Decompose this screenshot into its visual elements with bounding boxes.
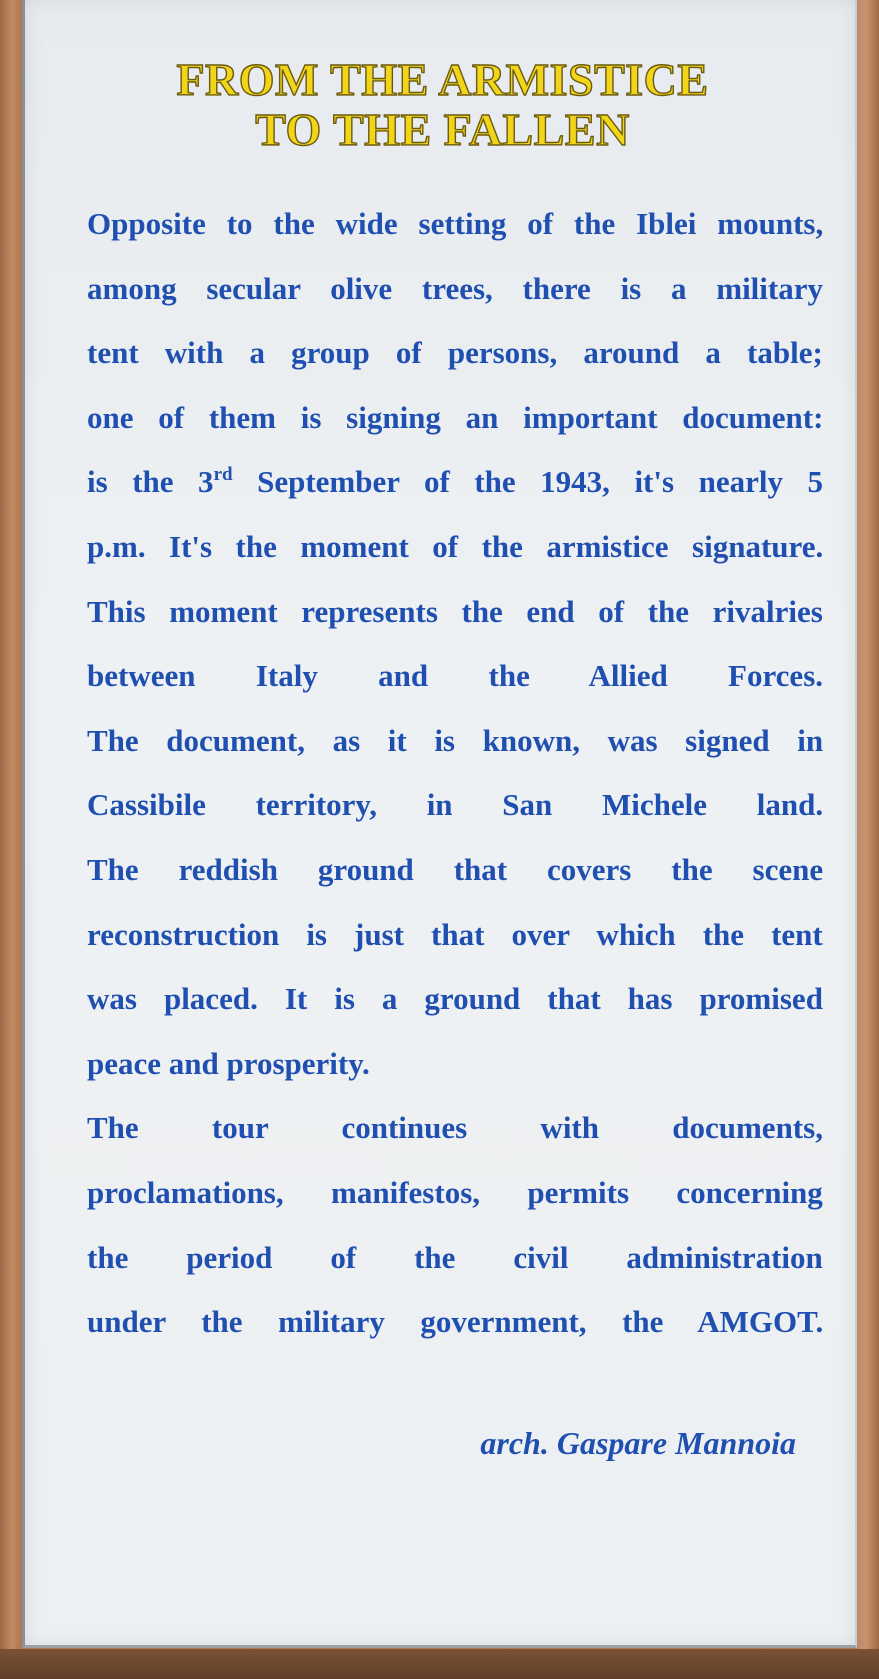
text-line: The reddish ground that covers the scene	[87, 851, 824, 887]
information-panel	[22, 0, 857, 1648]
panel-body-text	[87, 192, 823, 1355]
text-line: tent with a group of persons, around a table;	[87, 335, 823, 371]
date-prefix: is the 3	[87, 464, 214, 500]
title-line-1: FROM THE ARMISTICE	[176, 54, 709, 105]
author-signature: arch. Gaspare Mannoia	[480, 1425, 796, 1461]
text-line: p.m. It's the moment of the armistice signature.	[87, 528, 824, 564]
text-line-date	[87, 450, 823, 515]
wooden-frame-left	[0, 0, 24, 1679]
text-line: This moment represents the end of the rivalries	[87, 593, 823, 629]
title-line-2: TO THE FALLEN	[255, 104, 630, 155]
text-line: Cassibile territory, in San Michele land.	[87, 787, 824, 823]
text-line: among secular olive trees, there is a military	[87, 270, 823, 306]
text-line: the period of the civil administration	[87, 1239, 823, 1275]
text-line: under the military government, the AMGOT.	[87, 1304, 824, 1340]
text-line: The tour continues with documents,	[87, 1110, 823, 1146]
text-line: reconstruction is just that over which the tent	[87, 916, 823, 952]
floor-strip	[0, 1649, 879, 1679]
ordinal-suffix: rd	[213, 464, 233, 486]
date-rest: September of the 1943, it's nearly 5	[257, 464, 823, 500]
text-line: The document, as it is known, was signed in	[87, 722, 824, 758]
text-line: one of them is signing an important document:	[87, 399, 824, 435]
text-line: was placed. It is a ground that has promised	[87, 981, 823, 1017]
text-line: peace and prosperity.	[87, 1045, 370, 1081]
text-line: proclamations, manifestos, permits concerning	[87, 1174, 823, 1210]
panel-title	[25, 55, 860, 155]
text-line: Opposite to the wide setting of the Iblei mounts,	[87, 206, 824, 241]
wooden-frame-right	[857, 0, 879, 1679]
text-line: between Italy and the Allied Forces.	[87, 658, 824, 694]
